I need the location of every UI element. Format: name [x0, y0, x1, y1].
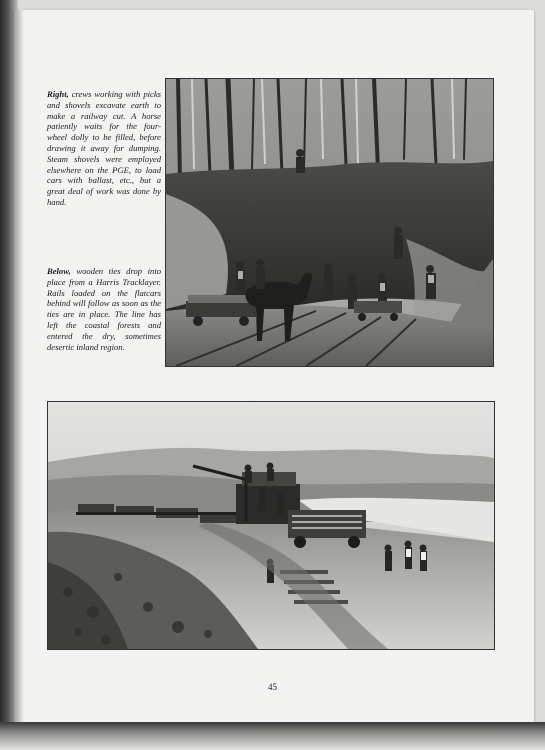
tracklayer-photo-drawing	[48, 402, 494, 649]
page-number: 45	[268, 682, 277, 692]
caption-right-text: crews working with picks and shovels excavate earth to make a railway cut. A horse patiently waits for the four-wheel dolly to be filled, before drawing it away for dumping. Steam shovels were employed elsewhere on the PGE, to load cars with ballast, etc., but a great deal of work was done by hand.	[47, 89, 161, 207]
caption-right-lead: Right,	[47, 89, 69, 99]
caption-below-lead: Below,	[47, 266, 71, 276]
caption-below-text: wooden ties drop into place from a Harris Tracklayer. Rails loaded on the flatcars behind will follow as soon as the ties are in place. The line has left the coastal forests and entered the dry, sometimes desertic inland region.	[47, 266, 161, 352]
scan-bottom-edge	[0, 722, 545, 750]
photo-harris-tracklayer	[47, 401, 495, 650]
page-gutter-shadow	[14, 10, 24, 722]
caption-right-photo	[47, 89, 161, 208]
photo-excavation-crew	[165, 78, 494, 367]
excavation-photo-drawing	[166, 79, 493, 366]
caption-below-photo	[47, 266, 161, 352]
